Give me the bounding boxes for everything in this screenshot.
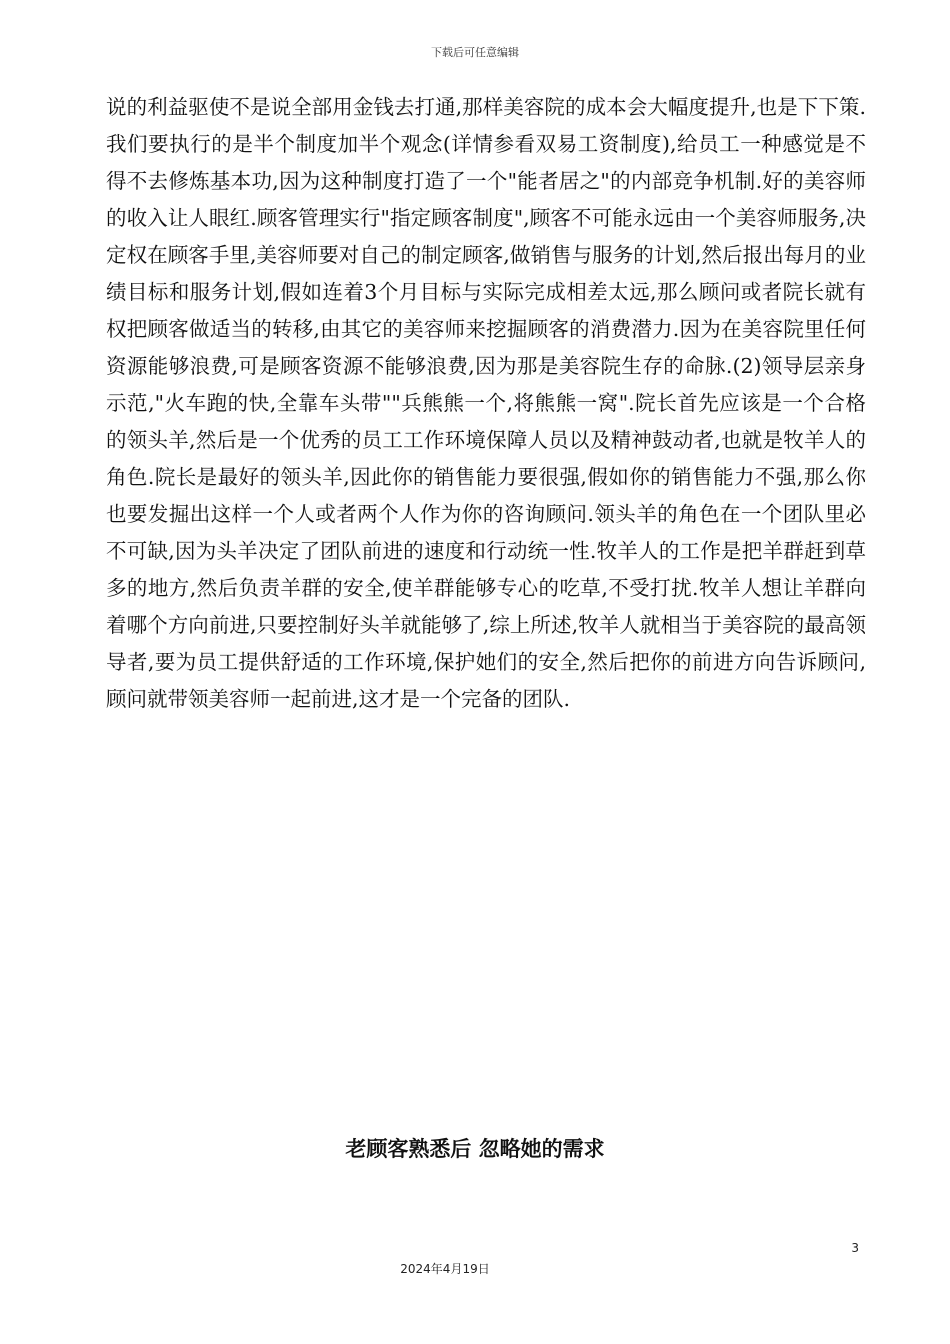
body-paragraph: 说的利益驱使不是说全部用金钱去打通,那样美容院的成本会大幅度提升,也是下下策.我们要执行的是半个制度加半个观念(详情参看双易工资制度),给员工一种感觉是不得不去修炼基本功,因为这种制度打造了一个"能者居之"的内部竞争机制.好的美容师的收入让人眼红.顾客管理实行"指定顾客制度",顾客不可能永远由一个美容师服务,决定权在顾客手里,美容师要对自己的制定顾客,做销售与服务的计划,然后报出每月的业绩目标和服务计划,假如连着3个月目标与实际完成相差太远,那么顾问或者院长就有权把顾客做适当的转移,由其它的美容师来挖掘顾客的消费潜力.因为在美容院里任何资源能够浪费,可是顾客资源不能够浪费,因为那是美容院生存的命脉.(2)领导层亲身示范,"火车跑的快,全靠车头带""兵熊熊一个,将熊熊一窝".院长首先应该是一个合格的领头羊,然后是一个优秀的员工工作环境保障人员以及精神鼓动者,也就是牧羊人的角色.院长是最好的领头羊,因此你的销售能力要很强,假如你的销售能力不强,那么你也要发掘出这样一个人或者两个人作为你的咨询顾问.领头羊的角色在一个团队里必不可缺,因为头羊决定了团队前进的速度和行动统一性.牧羊人的工作是把羊群赶到草多的地方,然后负责羊群的安全,使羊群能够专心的吃草,不受打扰.牧羊人想让羊群向着哪个方向前进,只要控制好头羊就能够了,综上所述,牧羊人就相当于美容院的最高领导者,要为员工提供舒适的工作环境,保护她们的安全,然后把你的前进方向告诉顾问,顾问就带领美容师一起前进,这才是一个完备的团队. [106, 95, 866, 711]
page-number: 3 [851, 1241, 859, 1255]
footer-date: 2024年4月19日 [400, 1262, 490, 1276]
section-heading: 老顾客熟悉后 忽略她的需求 [345, 1137, 605, 1161]
page-header-note: 下载后可任意编辑 [431, 46, 519, 59]
